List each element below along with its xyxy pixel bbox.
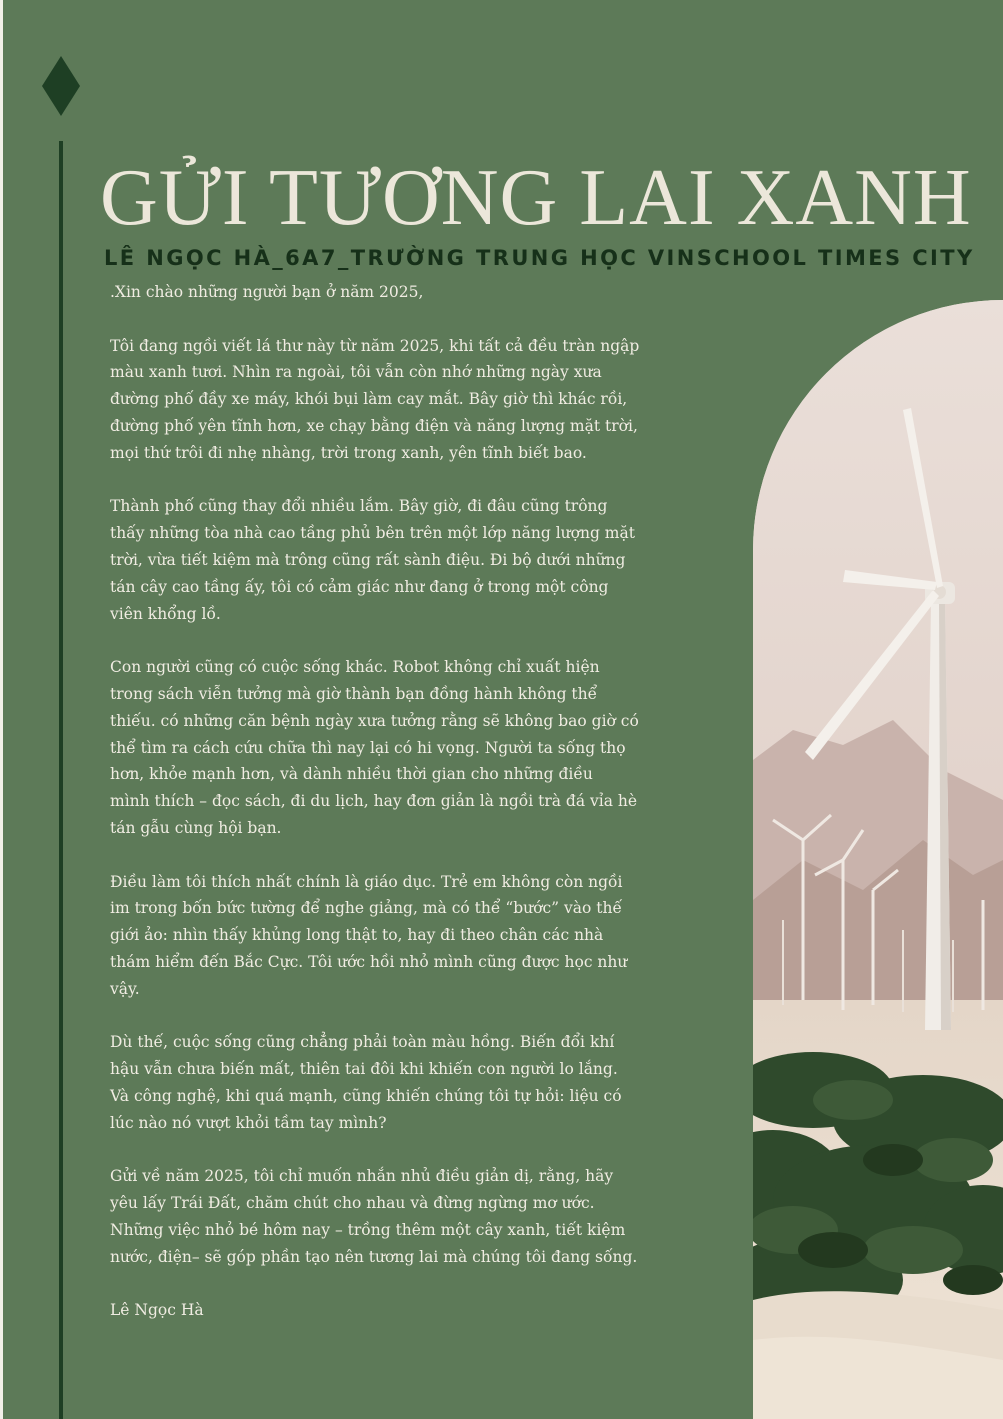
page-title: GỬI TƯƠNG LAI XANH [100, 154, 972, 242]
wind-turbine-photo [753, 300, 1003, 1419]
author-subtitle: LÊ NGỌC HÀ_6A7_TRƯỜNG TRUNG HỌC VINSCHOOL TIMES CITY [104, 246, 975, 270]
diamond-ornament [42, 56, 80, 116]
vertical-rule [59, 141, 63, 1419]
letter-paragraph: Thành phố cũng thay đổi nhiều lắm. Bây giờ, đi đâu cũng trông thấy những tòa nhà cao tầng phủ bên trên một lớp năng lượng mặt trời, vừa tiết kiệm mà trông cũng rất sành điệu. Đi bộ dưới những tán cây cao tầng ấy, tôi có cảm giác như đang ở trong một công viên khổng lồ. [110, 497, 635, 623]
letter-paragraph: Gửi về năm 2025, tôi chỉ muốn nhắn nhủ điều giản dị, rằng, hãy yêu lấy Trái Đất, chăm chút cho nhau và đừng ngừng mơ ước. Những việc nhỏ bé hôm nay – trồng thêm một cây xanh, tiết kiệm nước, điện– sẽ góp phần tạo nên tương lai mà chúng tôi đang sống. [110, 1167, 638, 1266]
letter-paragraph: Dù thế, cuộc sống cũng chẳng phải toàn màu hồng. Biến đổi khí hậu vẫn chưa biến mất, thiên tai đôi khi khiến con người lo lắng. Và công nghệ, khi quá mạnh, cũng khiến chúng tôi tự hỏi: liệu có lúc nào nó vượt khỏi tầm tay mình? [110, 1033, 622, 1132]
letter-paragraph: Con người cũng có cuộc sống khác. Robot không chỉ xuất hiện trong sách viễn tưởng mà giờ thành bạn đồng hành không thể thiếu. có những căn bệnh ngày xưa tưởng rằng sẽ không bao giờ có thể tìm ra cách cứu chữa thì nay lại có hi vọng. Người ta sống thọ hơn, khỏe mạnh hơn, và dành nhiều thời gian cho những điều mình thích – đọc sách, đi du lịch, hay đơn giản là ngồi trà đá vỉa hè tán gẫu cùng hội bạn. [110, 658, 639, 837]
letter-body [110, 279, 710, 1351]
page-left-edge [0, 0, 3, 1419]
letter-signature: Lê Ngọc Hà [110, 1301, 204, 1320]
letter-greeting: .Xin chào những người bạn ở năm 2025, [110, 283, 424, 301]
letter-paragraph: Tôi đang ngồi viết lá thư này từ năm 2025, khi tất cả đều tràn ngập màu xanh tươi. Nhìn ra ngoài, tôi vẫn còn nhớ những ngày xưa đường phố đầy xe máy, khói bụi làm cay mắt. Bây giờ thì khác rồi, đường phố yên tĩnh hơn, xe chạy bằng điện và năng lượng mặt trời, mọi thứ trôi đi nhẹ nhàng, trời trong xanh, yên tĩnh biết bao. [110, 336, 640, 462]
letter-paragraph: Điều làm tôi thích nhất chính là giáo dục. Trẻ em không còn ngồi im trong bốn bức tường để nghe giảng, mà có thể “bước” vào thế giới ảo: nhìn thấy khủng long thật to, hay đi theo chân các nhà thám hiểm đến Bắc Cực. Tôi ước hồi nhỏ mình cũng được học như vậy. [110, 872, 628, 998]
